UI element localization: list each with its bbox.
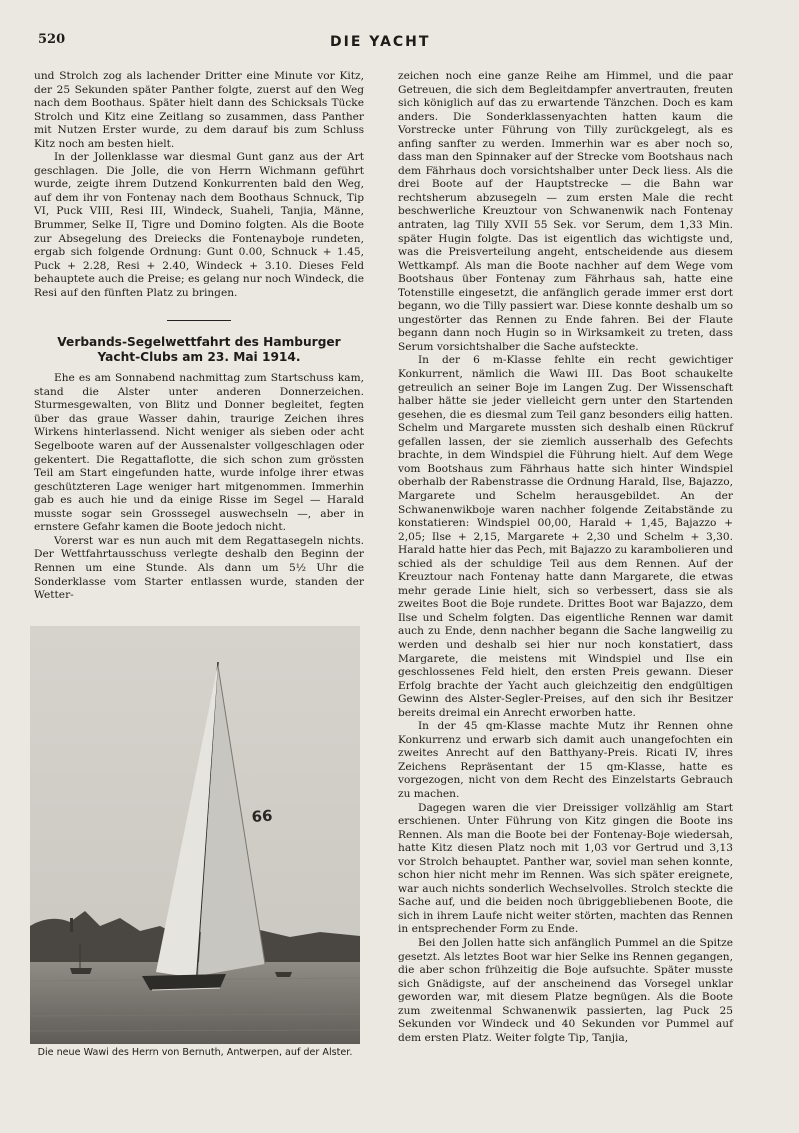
sail-number: 66 — [251, 806, 274, 826]
article-title: Verbands-Segelwettfahrt des Hamburger Yacht-Clubs am 23. Mai 1914. — [57, 335, 341, 365]
page-number: 520 — [38, 32, 66, 47]
paragraph: In der 6 m-Klasse fehlte ein recht gewichtiger Konkurrent, nämlich die Wawi III. Das Boot schaukelte getreulich an seiner Boje im Langen Zug. Der Wissenschaft halber hätte sie jeder vielleicht gern unter den Startenden gesehen, die es diesmal zum Teil ganz besonders eilig hatten. Schelm und Margarete mussten sich deshalb einen Rückruf gefallen lassen, der sie ziemlich ausserhalb des Gefechts brachte, in dem Windspiel die Führung hielt. Auf dem Wege vom Bootshaus zum Fährhaus hatte sich hinter Windspiel oberhalb der Rabenstrasse die Ordnung Harald, Ilse, Bajazzo, Margarete und Schelm herausgebildet. An der Schwanenwikboje waren nachher folgende Zeitabstände zu konstatieren: Windspiel 00,00, Harald + 1,45, Bajazzo + 2,05; Ilse + 2,15, Margarete + 2,30 und Schelm + 3,30. Harald hatte hier das Pech, mit Bajazzo zu karambolieren und schied als der schuldige Teil aus dem Rennen. Auf der Kreuztour nach Fontenay hatte dann Margarete, die etwas mehr gerade Linie hielt, sich so verbessert, dass sie als zweites Boot die Boje rundete. Drittes Boot war Bajazzo, dem Ilse und Schelm folgten. Das eigentliche Rennen war damit auch zu Ende, denn nachher begann die Sache langweilig zu werden und deshalb sei hier nur noch konstatiert, dass Margarete, die meistens mit Windspiel und Ilse ein geschlossenes Feld hielt, den ersten Preis gewann. Dieser Erfolg brachte der Yacht auch gleichzeitig den endgültigen Gewinn des Alster-Segler-Preises, auf den sich ihr Besitzer bereits dreimal ein Anrecht erworben hatte. — [398, 354, 733, 719]
paragraph: Bei den Jollen hatte sich anfänglich Pummel an die Spitze gesetzt. Als letztes Boot war hier Selke ins Rennen gegangen, die aber schon frühzeitig die Boje aufsuchte. Später musste sich Gnädigste, auf der anscheinend das Vorsegel unklar geworden war, mit diesem Platze begnügen. Als die Boote zum zweitenmal Schwanenwik passierten, lag Puck 25 Sekunden vor Windeck und 40 Sekunden vor Pummel auf dem ersten Platz. Weiter folgte Tip, Tanjia, — [398, 937, 733, 1044]
right-column — [398, 70, 733, 1045]
paragraph: In der Jollenklasse war diesmal Gunt ganz aus der Art geschlagen. Die Jolle, die von Herrn Wichmann geführt wurde, zeigte ihrem Dutzend Konkurrenten bald den Weg, auf dem ihr von Fontenay nach dem Boothaus Schnuck, Tip VI, Puck VIII, Resi III, Windeck, Suaheli, Tanjia, Männe, Brummer, Selke II, Tigre und Domino folgten. Als die Boote zur Absegelung des Dreiecks die Fontenayboje rundeten, ergab sich folgende Ordnung: Gunt 0.00, Schnuck + 1.45, Puck + 2.28, Resi + 2.40, Windeck + 3.10. Dieses Feld behauptete auch die Preise; es gelang nur noch Windeck, die Resi auf den fünften Platz zu bringen. — [34, 151, 364, 299]
section-divider — [167, 320, 231, 321]
paragraph: zeichen noch eine ganze Reihe am Himmel, und die paar Getreuen, die sich dem Begleitdampfer anvertrauten, freuten sich königlich auf das zu erwartende Tänzchen. Doch es kam anders. Die Sonderklassenyachten hatten kaum die Vorstrecke unter Führung von Tilly zurückgelegt, als es anfing sanfter zu werden. Immerhin war es aber noch so, dass man den Spinnaker auf der Strecke vom Bootshaus nach dem Fährhaus doch vorsichtshalber unter Deck liess. Als die drei Boote auf der Hauptstrecke — die Bahn war rechtsherum abzusegeln — zum ersten Male die recht beschwerliche Kreuztour von Schwanenwik nach Fontenay antraten, lag Tilly XVII 55 Sek. vor Serum, dem 1,33 Min. später Hugin folgte. Das ist eigentlich das wichtigste und, was die Preisverteilung angeht, entscheidende aus diesem Wettkampf. Als man die Boote nachher auf dem Wege vom Bootshaus über Fontenay zum Fährhaus sah, hatte eine Totenstille eingesetzt, die anfänglich gerade immer erst dort begann, wo die Tilly passiert war. Diese konnte deshalb um so ungestörter das Rennen zu Ende fahren. Bei der Flaute begann dann noch Hugin so in Wirksamkeit zu treten, dass Serum vorsichtshalber die Sache aufsteckte. — [398, 70, 733, 353]
paragraph: Ehe es am Sonnabend nachmittag zum Startschuss kam, stand die Alster unter anderen Donnerzeichen. Sturmesgewalten, von Blitz und Donner begleitet, fegten über das graue Wasser dahin, traurige Zeichen ihres Wirkens hinterlassend. Nicht weniger als sieben oder acht Segelboote waren auf der Aussenalster vollgeschlagen oder gekentert. Die Regattaflotte, die sich schon zum grössten Teil am Start eingefunden hatte, wurde infolge ihrer etwas geschützteren Lage weniger hart mitgenommen. Immerhin gab es auch hie und da einige Risse im Segel — Harald musste sogar sein Grosssegel auswechseln —, aber in ernstere Gefahr kamen die Boote jedoch nicht. — [34, 372, 364, 534]
paragraph: Vorerst war es nun auch mit dem Regattasegeln nichts. Der Wettfahrtausschuss verlegte deshalb den Beginn der Rennen um eine Stunde. Als dann um 5½ Uhr die Sonderklasse vom Starter entlassen wurde, standen der Wetter- — [34, 534, 364, 602]
left-column — [34, 70, 364, 603]
running-title: DIE YACHT — [330, 34, 431, 50]
paragraph: In der 45 qm-Klasse machte Mutz ihr Rennen ohne Konkurrenz und erwarb sich damit auch unangefochten ein zweites Anrecht auf den Batthyany-Preis. Ricati IV, ihres Zeichens Repräsentant der 15 qm-Klasse, hatte es vorgezogen, nicht von dem Recht des Einzelstarts Gebrauch zu machen. — [398, 720, 733, 800]
photo-caption: Die neue Wawi des Herrn von Bernuth, Antwerpen, auf der Alster. — [37, 1047, 353, 1058]
sailboat-photo — [30, 626, 360, 1044]
paragraph: und Strolch zog als lachender Dritter eine Minute vor Kitz, der 25 Sekunden später Panther folgte, zuerst auf den Weg nach dem Boothaus. Später hielt dann des Schicksals Tücke Strolch und Kitz eine Zeitlang so zusammen, dass Panther mit Nutzen Erster wurde, zu dem darauf bis zum Schluss Kitz noch am besten hielt. — [34, 70, 364, 150]
paragraph: Dagegen waren die vier Dreissiger vollzählig am Start erschienen. Unter Führung von Kitz gingen die Boote ins Rennen. Als man die Boote bei der Fontenay-Boje wiedersah, hatte Kitz diesen Platz noch mit 1,03 vor Gertrud und 3,13 vor Strolch behauptet. Panther war, soviel man sehen konnte, schon hier nicht mehr im Rennen. Was sich später ereignete, war auch nichts sonderlich Wechselvolles. Strolch steckte die Sache auf, und die beiden noch übriggebliebenen Boote, die sich in ihrem Laufe nicht weiter störten, machten das Rennen in entsprechender Form zu Ende. — [398, 801, 733, 936]
